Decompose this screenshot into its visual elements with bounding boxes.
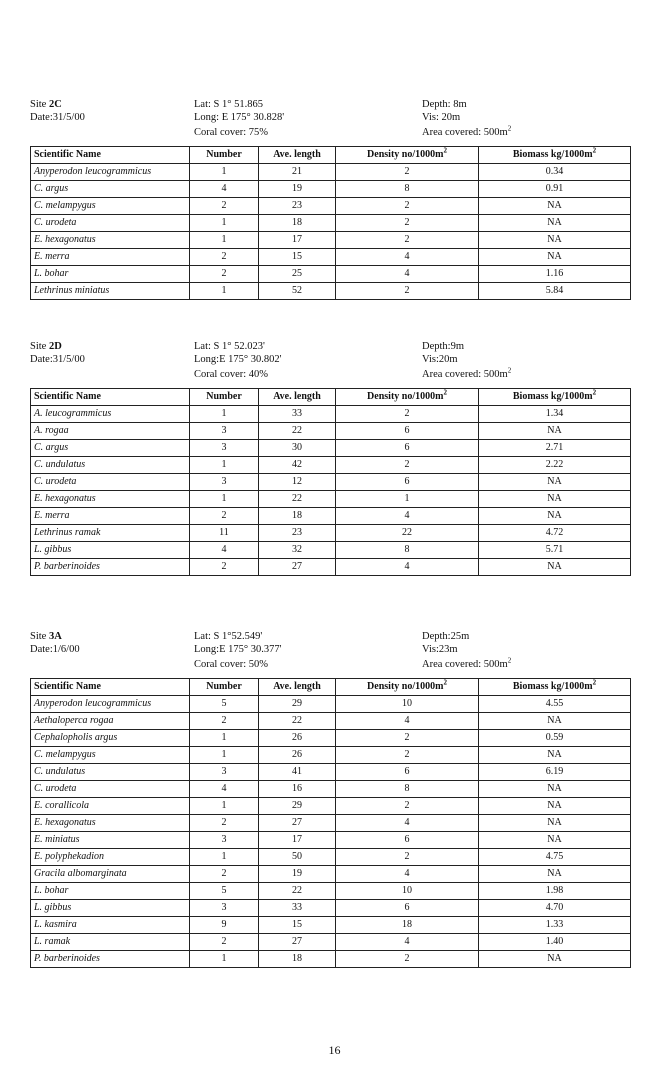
cell-density: 6 [336,900,479,917]
site-label: Site 2C [30,99,62,110]
cell-number: 2 [190,934,259,951]
cell-biomass: NA [479,559,631,576]
cell-density: 4 [336,249,479,266]
site-long: Long:E 175° 30.377' [194,644,282,655]
site-area: Area covered: $500m^2$ [422,656,512,670]
cell-number: 1 [190,491,259,508]
cell-biomass: NA [479,198,631,215]
cell-biomass: NA [479,832,631,849]
header-density: Density $no/1000m^2$ [336,389,479,406]
cell-scientific-name: C. urodeta [31,215,190,232]
table-row [31,951,631,968]
cell-biomass: 5.71 [479,542,631,559]
cell-ave-length: 22 [259,491,336,508]
table-row [31,232,631,249]
header-ave-length: Ave. length [259,389,336,406]
cell-scientific-name: L. ramak [31,934,190,951]
cell-ave-length: 42 [259,457,336,474]
table-header-row [31,147,631,164]
table-row [31,849,631,866]
site-label: Site 3A [30,631,62,642]
table-header-row [31,389,631,406]
cell-density: 2 [336,406,479,423]
cell-density: 4 [336,508,479,525]
table-row [31,491,631,508]
cell-scientific-name: C. argus [31,440,190,457]
cell-ave-length: 15 [259,249,336,266]
cell-density: 6 [336,764,479,781]
cell-biomass: NA [479,713,631,730]
table-row [31,934,631,951]
table-row [31,249,631,266]
cell-biomass: 1.34 [479,406,631,423]
table-row [31,542,631,559]
site-date: Date:1/6/00 [30,644,80,655]
cell-ave-length: 16 [259,781,336,798]
cell-ave-length: 17 [259,232,336,249]
cell-biomass: NA [479,215,631,232]
table-row [31,508,631,525]
site-vis: Vis:23m [422,644,458,655]
site-section-3a [30,630,630,968]
cell-density: 4 [336,559,479,576]
header-number: Number [190,679,259,696]
cell-number: 1 [190,730,259,747]
cell-ave-length: 52 [259,283,336,300]
cell-density: 4 [336,815,479,832]
cell-ave-length: 26 [259,747,336,764]
cell-biomass: NA [479,951,631,968]
cell-number: 2 [190,508,259,525]
cell-ave-length: 29 [259,696,336,713]
cell-scientific-name: E. corallicola [31,798,190,815]
header-number: Number [190,389,259,406]
cell-density: 10 [336,696,479,713]
cell-biomass: 0.91 [479,181,631,198]
cell-density: 2 [336,283,479,300]
table-row [31,440,631,457]
site-id: 2D [48,341,62,352]
site-header [30,340,630,388]
header-biomass: Biomass $kg/1000m^2$ [479,679,631,696]
cell-biomass: NA [479,232,631,249]
site-depth: Depth:9m [422,341,464,352]
cell-number: 3 [190,764,259,781]
site-long: Long: E 175° 30.828' [194,112,285,123]
cell-ave-length: 21 [259,164,336,181]
cell-biomass: 4.70 [479,900,631,917]
cell-ave-length: 27 [259,934,336,951]
table-row [31,406,631,423]
cell-scientific-name: E. merra [31,249,190,266]
cell-number: 1 [190,849,259,866]
cell-density: 4 [336,713,479,730]
cell-number: 3 [190,900,259,917]
site-vis: Vis:20m [422,354,458,365]
cell-density: 18 [336,917,479,934]
cell-number: 4 [190,542,259,559]
header-scientific-name: Scientific Name [31,147,190,164]
cell-scientific-name: L. bohar [31,266,190,283]
cell-scientific-name: Gracila albomarginata [31,866,190,883]
cell-biomass: 2.22 [479,457,631,474]
cell-biomass: NA [479,815,631,832]
cell-scientific-name: E. miniatus [31,832,190,849]
fish-table [30,146,631,300]
cell-biomass: NA [479,747,631,764]
cell-number: 2 [190,249,259,266]
cell-ave-length: 27 [259,559,336,576]
cell-ave-length: 26 [259,730,336,747]
site-lat: Lat: S 1° 51.865 [194,99,263,110]
table-row [31,283,631,300]
cell-number: 1 [190,406,259,423]
cell-biomass: 0.59 [479,730,631,747]
cell-density: 2 [336,849,479,866]
cell-density: 6 [336,440,479,457]
cell-density: 8 [336,781,479,798]
cell-number: 1 [190,747,259,764]
cell-scientific-name: L. bohar [31,883,190,900]
cell-ave-length: 19 [259,866,336,883]
cell-number: 2 [190,713,259,730]
cell-ave-length: 33 [259,406,336,423]
site-lat: Lat: S 1°52.549' [194,631,263,642]
cell-ave-length: 50 [259,849,336,866]
header-scientific-name: Scientific Name [31,679,190,696]
cell-ave-length: 18 [259,215,336,232]
cell-number: 3 [190,832,259,849]
cell-density: 2 [336,215,479,232]
cell-density: 1 [336,491,479,508]
cell-number: 4 [190,181,259,198]
cell-biomass: 1.16 [479,266,631,283]
table-row [31,457,631,474]
site-section-2d [30,340,630,576]
cell-biomass: 1.40 [479,934,631,951]
cell-density: 2 [336,798,479,815]
table-row [31,764,631,781]
cell-biomass: 4.72 [479,525,631,542]
site-area: Area covered: $500m^2$ [422,124,512,138]
cell-density: 8 [336,181,479,198]
cell-ave-length: 29 [259,798,336,815]
table-row [31,198,631,215]
table-row [31,266,631,283]
cell-number: 11 [190,525,259,542]
header-number: Number [190,147,259,164]
cell-biomass: NA [479,491,631,508]
cell-biomass: NA [479,798,631,815]
table-row [31,423,631,440]
cell-number: 2 [190,559,259,576]
fish-table [30,388,631,576]
cell-ave-length: 41 [259,764,336,781]
cell-scientific-name: Aethaloperca rogaa [31,713,190,730]
table-row [31,713,631,730]
cell-biomass: 0.34 [479,164,631,181]
site-area: Area covered: $500m^2$ [422,366,512,380]
cell-biomass: 1.98 [479,883,631,900]
cell-density: 6 [336,474,479,491]
cell-number: 2 [190,815,259,832]
cell-ave-length: 32 [259,542,336,559]
cell-density: 2 [336,951,479,968]
cell-density: 2 [336,747,479,764]
cell-biomass: NA [479,474,631,491]
cell-density: 6 [336,832,479,849]
cell-ave-length: 27 [259,815,336,832]
cell-ave-length: 23 [259,525,336,542]
site-coral-cover: Coral cover: 40% [194,369,269,380]
cell-scientific-name: E. hexagonatus [31,232,190,249]
header-density: Density $no/1000m^2$ [336,679,479,696]
cell-number: 1 [190,232,259,249]
site-header [30,98,630,146]
cell-scientific-name: E. merra [31,508,190,525]
table-row [31,900,631,917]
cell-biomass: NA [479,508,631,525]
cell-density: 8 [336,542,479,559]
page-number: 16 [328,1043,341,1057]
cell-density: 22 [336,525,479,542]
table-row [31,866,631,883]
cell-scientific-name: L. gibbus [31,900,190,917]
fish-table [30,678,631,968]
cell-ave-length: 22 [259,883,336,900]
cell-scientific-name: L. kasmira [31,917,190,934]
cell-number: 1 [190,283,259,300]
cell-biomass: 4.75 [479,849,631,866]
table-row [31,781,631,798]
cell-biomass: 1.33 [479,917,631,934]
table-row [31,798,631,815]
cell-scientific-name: Cephalopholis argus [31,730,190,747]
site-coral-cover: Coral cover: 50% [194,659,269,670]
cell-number: 9 [190,917,259,934]
cell-ave-length: 17 [259,832,336,849]
cell-biomass: 6.19 [479,764,631,781]
cell-ave-length: 18 [259,508,336,525]
header-ave-length: Ave. length [259,679,336,696]
cell-scientific-name: Lethrinus ramak [31,525,190,542]
cell-biomass: 2.71 [479,440,631,457]
cell-density: 2 [336,198,479,215]
table-row [31,815,631,832]
cell-biomass: NA [479,866,631,883]
table-row [31,747,631,764]
table-row [31,730,631,747]
header-density: Density $no/1000m^2$ [336,147,479,164]
cell-scientific-name: L. gibbus [31,542,190,559]
table-row [31,832,631,849]
cell-number: 4 [190,781,259,798]
cell-ave-length: 30 [259,440,336,457]
site-id: 2C [48,99,62,110]
cell-biomass: NA [479,781,631,798]
table-row [31,696,631,713]
cell-ave-length: 23 [259,198,336,215]
cell-scientific-name: C. undulatus [31,764,190,781]
site-lat: Lat: S 1° 52.023' [194,341,265,352]
site-depth: Depth:25m [422,631,470,642]
cell-biomass: 5.84 [479,283,631,300]
header-biomass: Biomass $kg/1000m^2$ [479,389,631,406]
site-section-2c [30,98,630,300]
cell-number: 3 [190,423,259,440]
cell-number: 1 [190,164,259,181]
cell-scientific-name: C. melampygus [31,198,190,215]
site-date: Date:31/5/00 [30,354,85,365]
cell-biomass: NA [479,249,631,266]
cell-scientific-name: E. polyphekadion [31,849,190,866]
cell-scientific-name: P. barberinoides [31,559,190,576]
cell-number: 3 [190,440,259,457]
cell-number: 1 [190,457,259,474]
cell-scientific-name: C. urodeta [31,781,190,798]
table-row [31,164,631,181]
cell-scientific-name: A. rogaa [31,423,190,440]
table-header-row [31,679,631,696]
cell-scientific-name: Anyperodon leucogrammicus [31,696,190,713]
site-vis: Vis: 20m [422,112,461,123]
cell-scientific-name: Anyperodon leucogrammicus [31,164,190,181]
cell-scientific-name: E. hexagonatus [31,815,190,832]
cell-scientific-name: C. undulatus [31,457,190,474]
cell-ave-length: 19 [259,181,336,198]
cell-ave-length: 18 [259,951,336,968]
table-row [31,525,631,542]
header-ave-length: Ave. length [259,147,336,164]
site-label: Site 2D [30,341,62,352]
cell-ave-length: 12 [259,474,336,491]
table-row [31,917,631,934]
site-header [30,630,630,678]
site-id: 3A [48,631,62,642]
table-row [31,215,631,232]
header-biomass: Biomass $kg/1000m^2$ [479,147,631,164]
cell-scientific-name: A. leucogrammicus [31,406,190,423]
cell-number: 5 [190,883,259,900]
table-row [31,181,631,198]
cell-number: 2 [190,198,259,215]
cell-scientific-name: Lethrinus miniatus [31,283,190,300]
cell-biomass: NA [479,423,631,440]
cell-number: 2 [190,866,259,883]
cell-density: 6 [336,423,479,440]
table-row [31,559,631,576]
cell-ave-length: 25 [259,266,336,283]
cell-density: 2 [336,164,479,181]
cell-ave-length: 22 [259,423,336,440]
cell-number: 5 [190,696,259,713]
header-scientific-name: Scientific Name [31,389,190,406]
cell-number: 1 [190,798,259,815]
site-coral-cover: Coral cover: 75% [194,127,269,138]
site-depth: Depth: 8m [422,99,467,110]
site-long: Long:E 175° 30.802' [194,354,282,365]
cell-scientific-name: C. melampygus [31,747,190,764]
cell-number: 1 [190,951,259,968]
cell-density: 2 [336,232,479,249]
cell-density: 2 [336,457,479,474]
cell-biomass: 4.55 [479,696,631,713]
cell-ave-length: 22 [259,713,336,730]
site-date: Date:31/5/00 [30,112,85,123]
cell-density: 4 [336,934,479,951]
cell-scientific-name: E. hexagonatus [31,491,190,508]
table-row [31,883,631,900]
cell-number: 2 [190,266,259,283]
cell-ave-length: 15 [259,917,336,934]
cell-density: 4 [336,266,479,283]
cell-ave-length: 33 [259,900,336,917]
cell-number: 3 [190,474,259,491]
table-row [31,474,631,491]
cell-number: 1 [190,215,259,232]
cell-scientific-name: P. barberinoides [31,951,190,968]
cell-scientific-name: C. argus [31,181,190,198]
cell-density: 10 [336,883,479,900]
cell-scientific-name: C. urodeta [31,474,190,491]
cell-density: 2 [336,730,479,747]
cell-density: 4 [336,866,479,883]
